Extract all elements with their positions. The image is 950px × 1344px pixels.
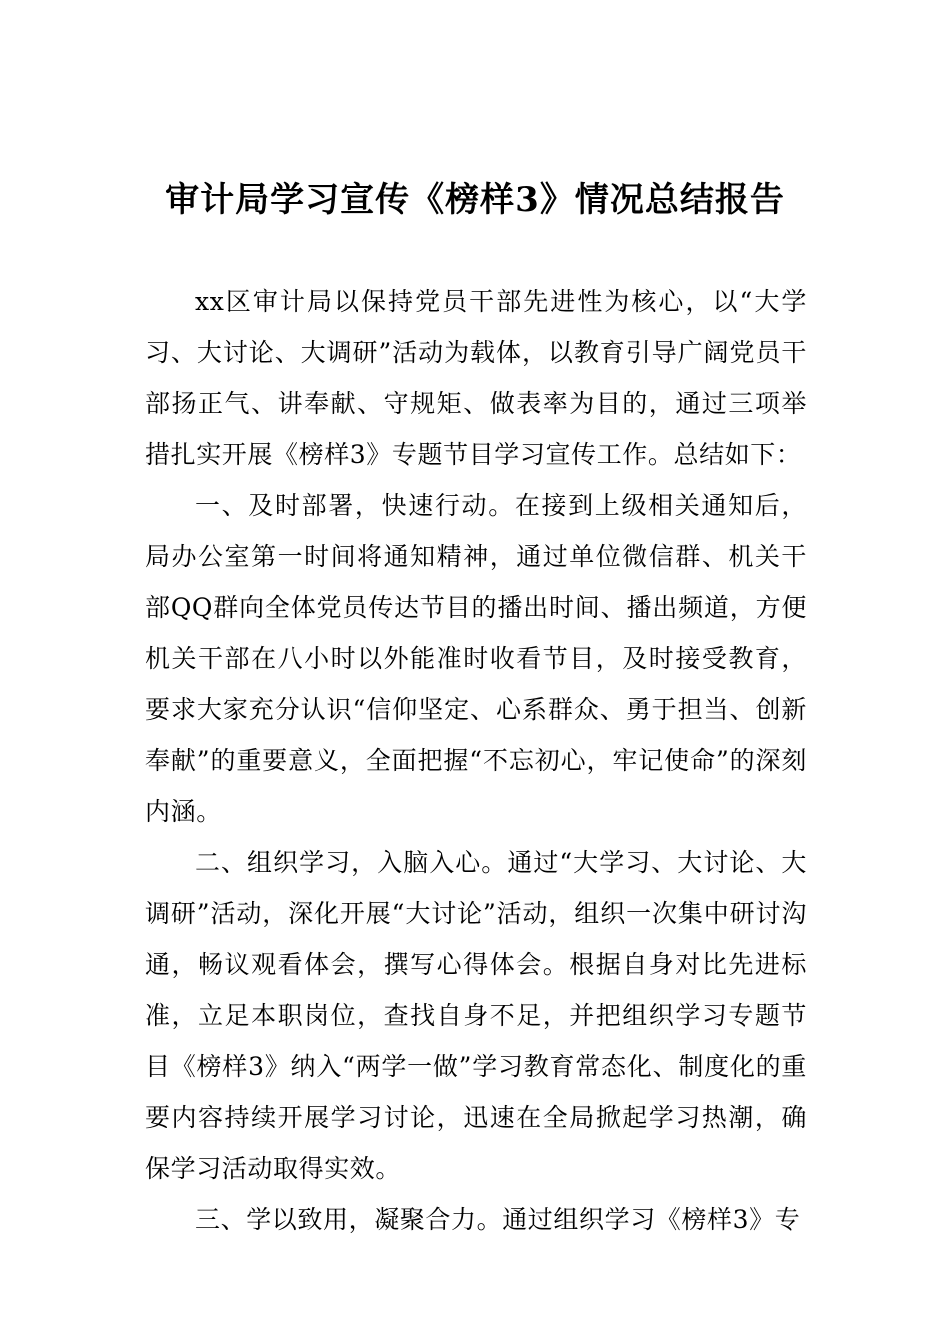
paragraph-section-2: 二、组织学习，入脑入心。通过“大学习、大讨论、大调研”活动，深化开展“大讨论”活动，组织一次集中研讨沟通，畅议观看体会，撰写心得体会。根据自身对比先进标准，立足本职岗位，查找自身不足，并把组织学习专题节目《榜样3》纳入“两学一做”学习教育常态化、制度化的重要内容持续开展学习讨论，迅速在全局掀起学习热潮，确保学习活动取得实效。 xyxy=(145,848,807,1183)
document-body xyxy=(145,276,807,1245)
paragraph-section-3: 三、学以致用，凝聚合力。通过组织学习《榜样3》专 xyxy=(195,1205,801,1234)
paragraph-section-1: 一、及时部署，快速行动。在接到上级相关通知后，局办公室第一时间将通知精神，通过单位微信群、机关干部QQ群向全体党员传达节目的播出时间、播出频道，方便机关干部在八小时以外能准时收看节目，及时接受教育，要求大家充分认识“信仰坚定、心系群众、勇于担当、创新奉献”的重要意义，全面把握“不忘初心，牢记使命”的深刻内涵。 xyxy=(145,491,807,826)
paragraph-intro: xx区审计局以保持党员干部先进性为核心，以“大学习、大讨论、大调研”活动为载体，以教育引导广阔党员干部扬正气、讲奉献、守规矩、做表率为目的，通过三项举措扎实开展《榜样3》专题节目学习宣传工作。总结如下： xyxy=(145,287,807,469)
document-title: 审计局学习宣传《榜样3》情况总结报告 xyxy=(165,180,785,220)
